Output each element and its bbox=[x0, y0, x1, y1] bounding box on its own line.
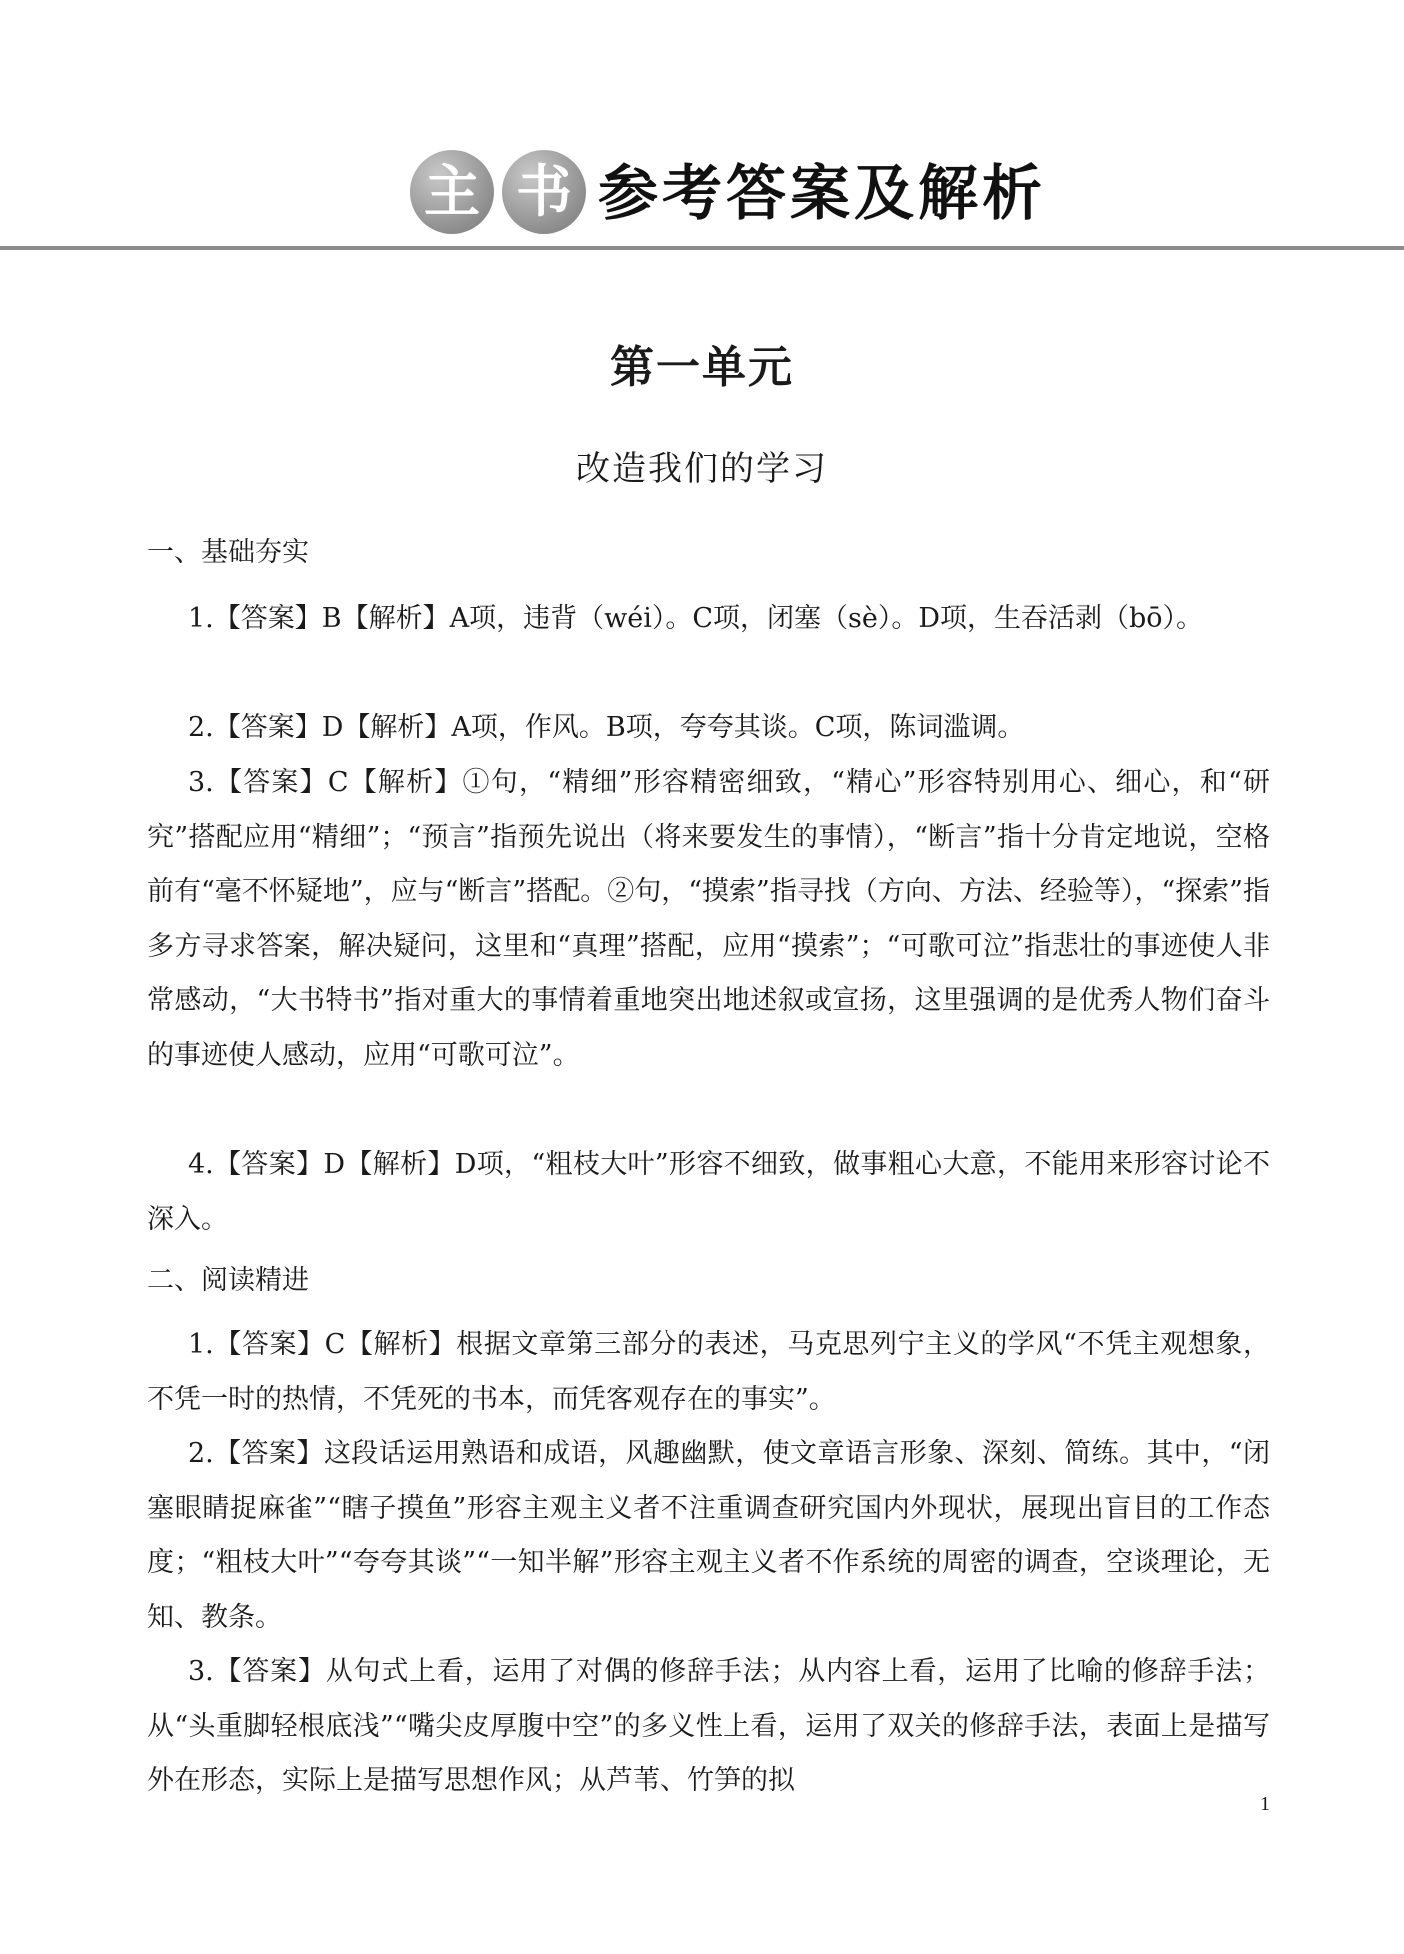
answer-paragraph: 3.【答案】从句式上看，运用了对偶的修辞手法；从内容上看，运用了比喻的修辞手法；从“头重脚轻根底浅”“嘴尖皮厚腹中空”的多义性上看，运用了双关的修辞手法，表面上是描写外在形态，实际上是描写思想作风；从芦苇、竹笋的拟 bbox=[147, 1656, 1270, 1796]
answer-paragraph: 2.【答案】这段话运用熟语和成语，风趣幽默，使文章语言形象、深刻、简练。其中，“闭塞眼睛捉麻雀”“瞎子摸鱼”形容主观主义者不注重调查研究国内外现状，展现出盲目的工作态度；“粗枝大叶”“夸夸其谈”“一知半解”形容主观主义者不作系统的周密的调查，空谈理论，无知、教条。 bbox=[147, 1438, 1270, 1633]
badge-zhu: 主 bbox=[410, 150, 494, 234]
answer-paragraph: 2.【答案】D【解析】A项，作风。B项，夸夸其谈。C项，陈词滥调。 bbox=[188, 712, 1025, 743]
badge-shu: 书 bbox=[502, 150, 586, 234]
section-heading-reading: 二、阅读精进 bbox=[147, 1265, 309, 1296]
header-divider bbox=[0, 246, 1404, 250]
unit-title: 第一单元 bbox=[610, 342, 794, 393]
header-badges bbox=[410, 150, 586, 234]
answer-paragraph: 4.【答案】D【解析】D项，“粗枝大叶”形容不细致，做事粗心大意，不能用来形容讨论不深入。 bbox=[147, 1149, 1270, 1235]
page-header bbox=[0, 150, 1404, 250]
page-number: 1 bbox=[1260, 1793, 1270, 1815]
lesson-title: 改造我们的学习 bbox=[576, 449, 828, 489]
answer-paragraph: 1.【答案】C【解析】根据文章第三部分的表述，马克思列宁主义的学风“不凭主观想象，不凭一时的热情，不凭死的书本，而凭客观存在的事实”。 bbox=[147, 1329, 1270, 1415]
answer-paragraph: 1.【答案】B【解析】A项，违背（wéi）。C项，闭塞（sè）。D项，生吞活剥（bō）。 bbox=[188, 603, 1204, 634]
section-heading-basics: 一、基础夯实 bbox=[147, 537, 309, 568]
header-title: 参考答案及解析 bbox=[598, 159, 1046, 229]
answer-paragraph: 3.【答案】C【解析】①句，“精细”形容精密细致，“精心”形容特别用心、细心，和“研究”搭配应用“精细”；“预言”指预先说出（将来要发生的事情），“断言”指十分肯定地说，空格前有“毫不怀疑地”，应与“断言”搭配。②句，“摸索”指寻找（方向、方法、经验等），“探索”指多方寻求答案，解决疑问，这里和“真理”搭配，应用“摸索”；“可歌可泣”指悲壮的事迹使人非常感动，“大书特书”指对重大的事情着重地突出地述叙或宣扬，这里强调的是优秀人物们奋斗的事迹使人感动，应用“可歌可泣”。 bbox=[147, 767, 1270, 1071]
